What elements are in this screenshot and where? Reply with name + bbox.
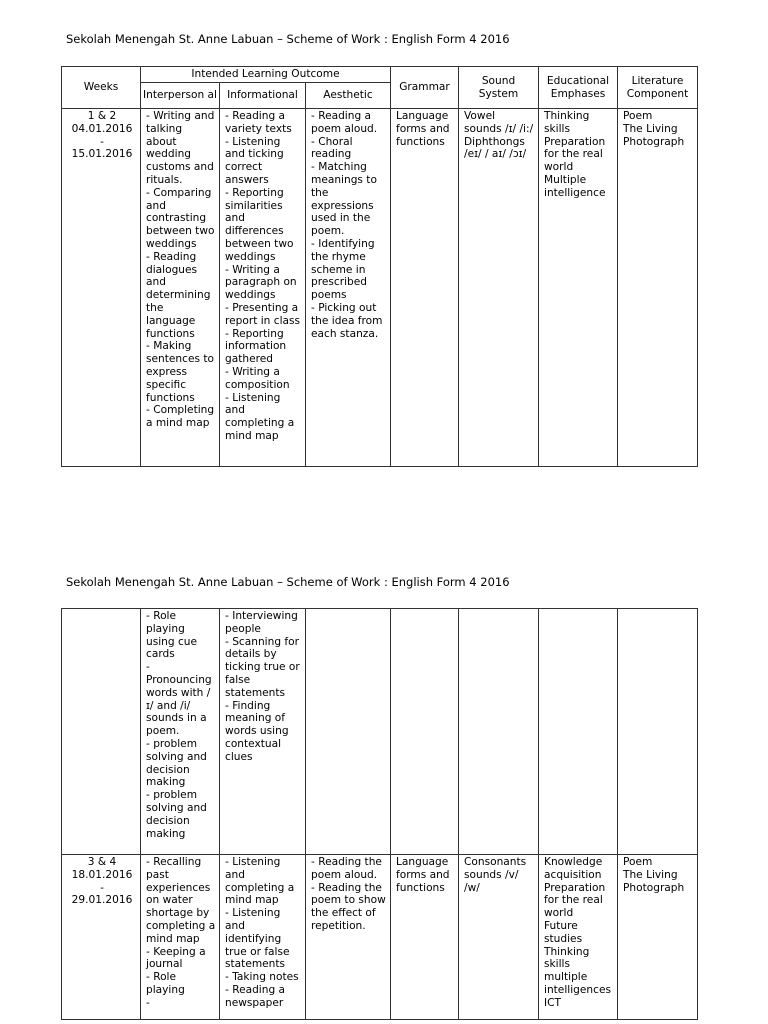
- literature-component-cell: [618, 609, 698, 855]
- weeks-cell: 1 & 2 04.01.2016 - 15.01.2016: [62, 109, 141, 467]
- informational-cell: - Interviewing people - Scanning for details by ticking true or false statements - Finding meaning of words using contextual clues: [220, 609, 306, 855]
- weeks-cell: [62, 609, 141, 855]
- header-weeks: Weeks: [62, 67, 141, 109]
- table-row: [62, 609, 698, 855]
- sound-system-cell: Vowel sounds /ɪ/ /i:/ Diphthongs /eɪ/ / aɪ/ /ɔɪ/: [459, 109, 539, 467]
- informational-cell: - Listening and completing a mind map - Listening and identifying true or false statements - Taking notes - Reading a newspaper: [220, 855, 306, 1020]
- page-header: Sekolah Menengah St. Anne Labuan – Scheme of Work : English Form 4 2016: [66, 32, 510, 46]
- interpersonal-cell: - Role playing using cue cards - Pronouncing words with /ɪ/ and /i/ sounds in a poem. - problem solving and decision making - problem solving and decision making: [141, 609, 220, 855]
- literature-component-cell: Poem The Living Photograph: [618, 109, 698, 467]
- table-row: [62, 109, 698, 467]
- header-sound-system: Sound System: [459, 67, 539, 109]
- aesthetic-cell: - Reading the poem aloud. - Reading the poem to show the effect of repetition.: [306, 855, 391, 1020]
- sound-system-cell: [459, 609, 539, 855]
- page-header: Sekolah Menengah St. Anne Labuan – Scheme of Work : English Form 4 2016: [66, 575, 510, 589]
- header-literature-component: Literature Component: [618, 67, 698, 109]
- scheme-of-work-table-continued: [61, 608, 698, 1020]
- scheme-of-work-table: [61, 66, 698, 467]
- header-grammar: Grammar: [391, 67, 459, 109]
- informational-cell: - Reading a variety texts - Listening and ticking correct answers - Reporting similarities and differences between two weddings - Writing a paragraph on weddings - Presenting a report in class - Reporting information gathered - Writing a composition - Listening and completing a mind map: [220, 109, 306, 467]
- grammar-cell: [391, 609, 459, 855]
- table-row: [62, 855, 698, 1020]
- aesthetic-cell: [306, 609, 391, 855]
- weeks-cell: 3 & 4 18.01.2016 - 29.01.2016: [62, 855, 141, 1020]
- interpersonal-cell: - Writing and talking about wedding customs and rituals. - Comparing and contrasting between two weddings - Reading dialogues and determining the language functions - Making sentences to express specific functions - Completing a mind map: [141, 109, 220, 467]
- grammar-cell: Language forms and functions: [391, 109, 459, 467]
- literature-component-cell: Poem The Living Photograph: [618, 855, 698, 1020]
- header-educational-emphases: Educational Emphases: [539, 67, 618, 109]
- grammar-cell: Language forms and functions: [391, 855, 459, 1020]
- aesthetic-cell: - Reading a poem aloud. - Choral reading - Matching meanings to the expressions used in the poem. - Identifying the rhyme scheme in prescribed poems - Picking out the idea from each stanza.: [306, 109, 391, 467]
- header-informational: Informational: [220, 83, 306, 109]
- header-interpersonal: Interperson al: [141, 83, 220, 109]
- interpersonal-cell: - Recalling past experiences on water shortage by completing a mind map - Keeping a journal - Role playing -: [141, 855, 220, 1020]
- header-aesthetic: Aesthetic: [306, 83, 391, 109]
- educational-emphases-cell: [539, 609, 618, 855]
- educational-emphases-cell: Knowledge acquisition Preparation for the real world Future studies Thinking skills multiple intelligences ICT: [539, 855, 618, 1020]
- sound-system-cell: Consonants sounds /v/ /w/: [459, 855, 539, 1020]
- educational-emphases-cell: Thinking skills Preparation for the real world Multiple intelligence: [539, 109, 618, 467]
- header-intended-learning-outcome: Intended Learning Outcome: [141, 67, 391, 83]
